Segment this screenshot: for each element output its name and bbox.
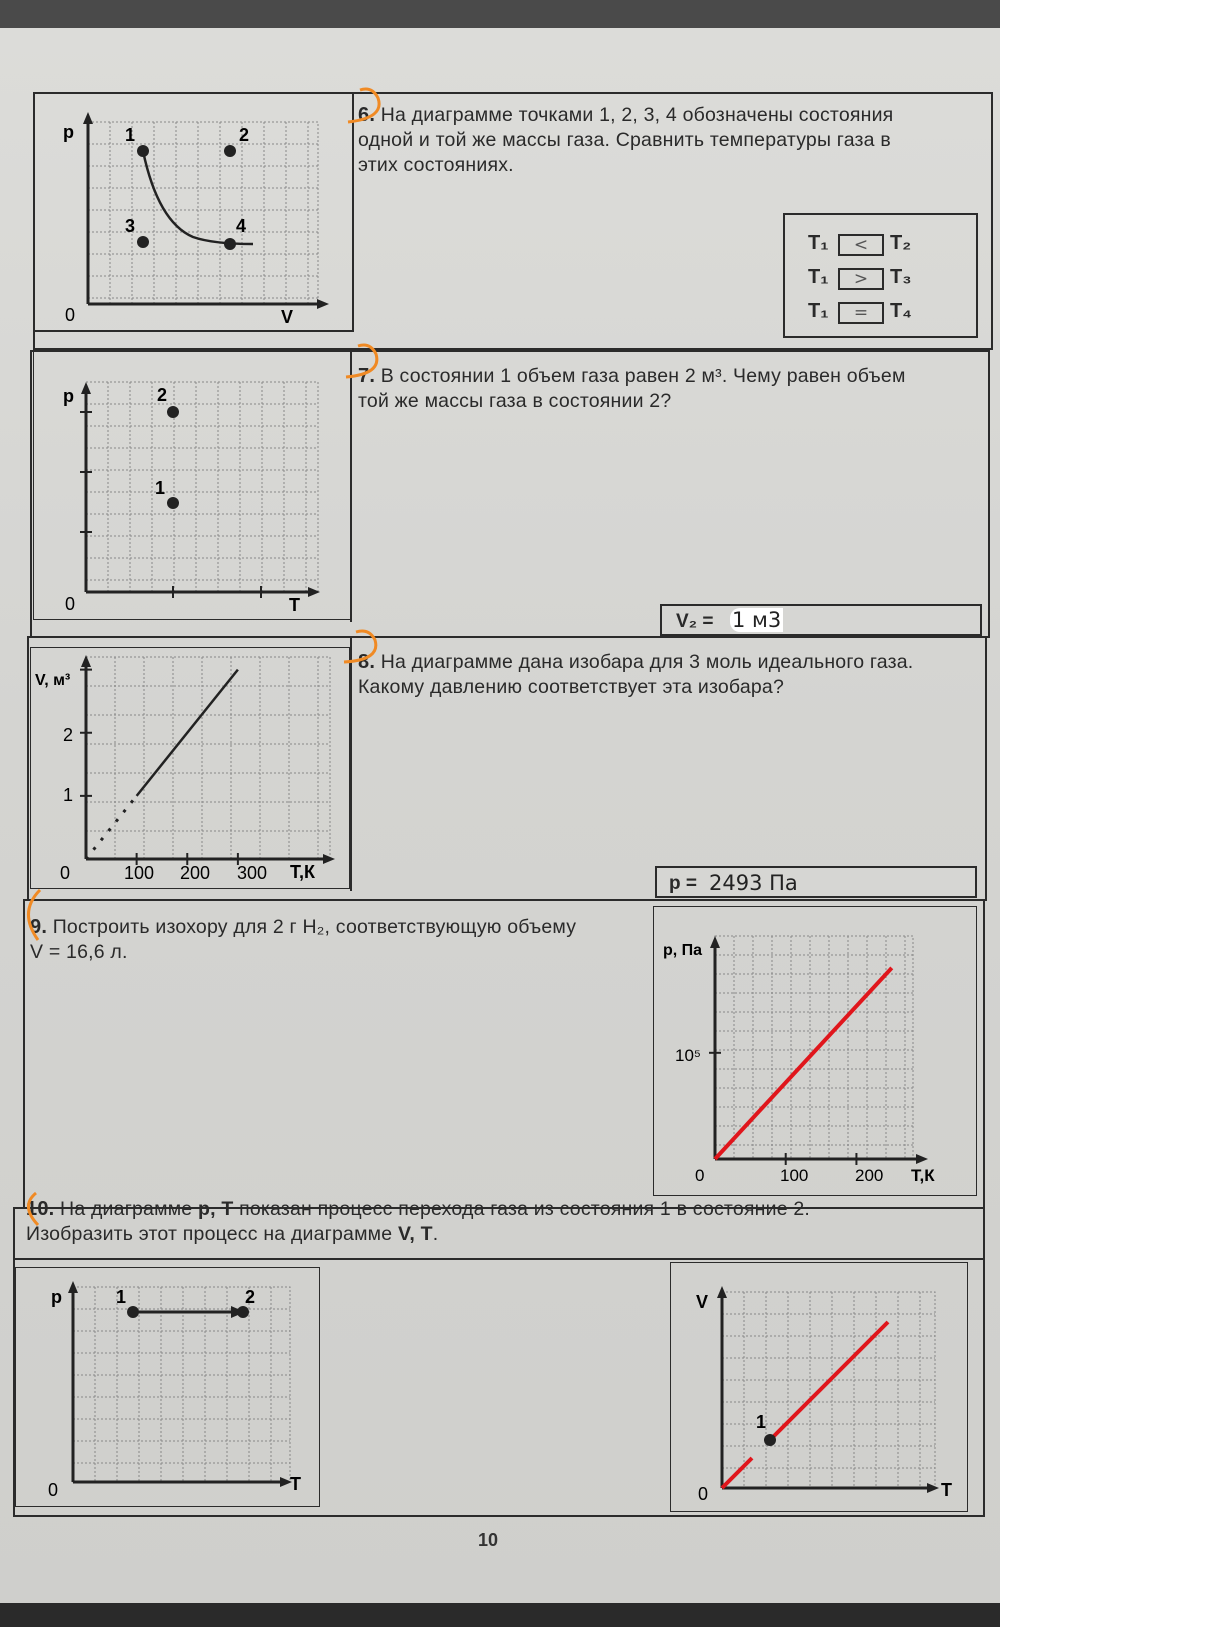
task6-text-line2: одной и той же массы газа. Сравнить температуры газа в xyxy=(358,129,891,151)
task9-isochore-line xyxy=(715,968,892,1159)
task6-comparison-left-2: T₁ xyxy=(808,266,829,288)
task8-ytick-2: 2 xyxy=(63,725,74,745)
task8-chart xyxy=(30,647,350,889)
task6-number: 6. xyxy=(358,104,376,126)
task7-point-label-1: 1 xyxy=(155,478,166,498)
task6-text-line1: На диаграмме точками 1, 2, 3, 4 обозначены состояния xyxy=(380,104,894,126)
task7-text-line2: той же массы газа в состоянии 2? xyxy=(358,390,672,412)
task7-graph-svg xyxy=(33,350,351,620)
task8-text xyxy=(358,650,988,700)
task9-ytick-1e5: 10⁵ xyxy=(675,1046,701,1065)
task6-origin: 0 xyxy=(65,305,76,325)
task9-ylabel: p, Па xyxy=(663,942,703,959)
task7-axis-y: p xyxy=(63,386,74,406)
task7-answer-label: V₂ = xyxy=(676,611,714,632)
task7-point-label-2: 2 xyxy=(157,385,168,405)
task9-number: 9. xyxy=(30,916,48,938)
task10-pt-origin: 0 xyxy=(48,1480,59,1500)
task8-text-line2: Какому давлению соответствует эта изобара? xyxy=(358,676,785,698)
task8-text-line1: На диаграмме дана изобара для 3 моль идеального газа. xyxy=(380,651,914,673)
task9-text-line2: V = 16,6 л. xyxy=(30,941,128,963)
task6-divider xyxy=(352,92,354,332)
task7-divider xyxy=(350,350,352,622)
task10-text-line1-a: На диаграмме xyxy=(60,1198,198,1220)
task6-comparison-right-3: T₄ xyxy=(890,300,912,322)
task9-xtick-100: 100 xyxy=(780,1166,809,1185)
task6-axis-y: p xyxy=(63,122,74,142)
task6-comparison-sign-2[interactable]: > xyxy=(838,268,884,290)
task8-xlabel: T,К xyxy=(290,862,315,882)
task6-graph xyxy=(33,92,353,332)
task6-comparison-left-3: T₁ xyxy=(808,300,829,322)
task8-answer-value[interactable]: 2493 Па xyxy=(709,871,798,895)
task6-point-label-4: 4 xyxy=(236,216,247,236)
task10-text-line1-b: p, T xyxy=(197,1198,234,1220)
task8-xtick-100: 100 xyxy=(124,863,155,883)
task8-divider xyxy=(350,636,352,891)
task10-pt-point-label-1: 1 xyxy=(116,1287,127,1307)
task6-comparison-sign-3[interactable]: = xyxy=(838,302,884,324)
task10-vt-axis-x: T xyxy=(941,1480,952,1500)
task8-series-extrapolation xyxy=(86,796,137,859)
task10-pt-point-label-2: 2 xyxy=(245,1287,256,1307)
task8-origin: 0 xyxy=(60,863,71,883)
task10-pt-graph xyxy=(15,1267,320,1507)
task10-vt-graph-svg xyxy=(670,1262,968,1512)
task9-xtick-200: 200 xyxy=(855,1166,884,1185)
task10-text-line2-a: Изобразить этот процесс на диаграмме xyxy=(26,1223,398,1245)
task8-number: 8. xyxy=(358,651,376,673)
task8-ylabel: V, м³ xyxy=(35,672,71,689)
task6-point-label-3: 3 xyxy=(125,216,136,236)
task10-pt-axis-x: T xyxy=(290,1474,301,1494)
task7-text xyxy=(358,364,988,414)
task10-text-line2-b: V, T xyxy=(397,1223,433,1245)
task10-text-line1-c: показан процесс перехода газа из состояния 1 в состояние 2. xyxy=(233,1198,811,1220)
task6-text xyxy=(358,103,988,178)
task8-answer-label: p = xyxy=(669,873,697,894)
task8-xtick-300: 300 xyxy=(237,863,268,883)
task6-graph-svg xyxy=(33,92,353,332)
task9-xlabel: T,К xyxy=(911,1166,935,1185)
task8-answer-box[interactable] xyxy=(655,866,977,898)
task6-text-line3: этих состояниях. xyxy=(358,154,514,176)
right-margin xyxy=(1000,0,1226,1627)
task10-text xyxy=(26,1197,981,1247)
task7-axis-x: T xyxy=(289,595,300,615)
task9-chart xyxy=(653,906,977,1196)
bottom-shadow xyxy=(0,1603,1000,1627)
task8-series-isobar xyxy=(137,670,238,796)
task10-vt-graph xyxy=(670,1262,968,1512)
task10-number: 10. xyxy=(26,1198,55,1220)
task10-pt-axis-y: p xyxy=(51,1287,62,1307)
task6-bottom-divider xyxy=(33,330,353,332)
task7-graph xyxy=(33,350,351,620)
task6-axis-x: V xyxy=(281,307,294,327)
task6-comparison-sign-1[interactable]: < xyxy=(838,234,884,256)
task10-vt-point-label-1: 1 xyxy=(756,1412,767,1432)
task7-text-line1: В состоянии 1 объем газа равен 2 м³. Чему равен объем xyxy=(380,365,906,387)
task9-text-line1: Построить изохору для 2 г H₂, соответствующую объему xyxy=(52,916,577,938)
task7-answer-box[interactable] xyxy=(660,604,982,636)
task9-origin: 0 xyxy=(695,1166,705,1185)
task8-chart-svg xyxy=(30,647,350,889)
task7-answer-value[interactable]: 1 м3 xyxy=(732,608,782,632)
task10-text-divider xyxy=(13,1258,985,1260)
task6-comparison-left-1: T₁ xyxy=(808,232,829,254)
task6-point-label-2: 2 xyxy=(239,125,250,145)
page-number: 10 xyxy=(478,1530,499,1550)
task6-comparison-right-1: T₂ xyxy=(890,232,912,254)
task10-vt-origin: 0 xyxy=(698,1484,709,1504)
task10-vt-axis-y: V xyxy=(696,1292,709,1312)
task8-xtick-200: 200 xyxy=(180,863,211,883)
task7-origin: 0 xyxy=(65,594,76,614)
task9-text xyxy=(30,915,670,965)
task6-point-label-1: 1 xyxy=(125,125,136,145)
task6-comparison-right-2: T₃ xyxy=(890,266,912,288)
task10-text-line2-c: . xyxy=(432,1223,439,1245)
task10-vt-red-line-lower xyxy=(722,1458,752,1488)
task8-ytick-1: 1 xyxy=(63,785,74,805)
task7-number: 7. xyxy=(358,365,376,387)
